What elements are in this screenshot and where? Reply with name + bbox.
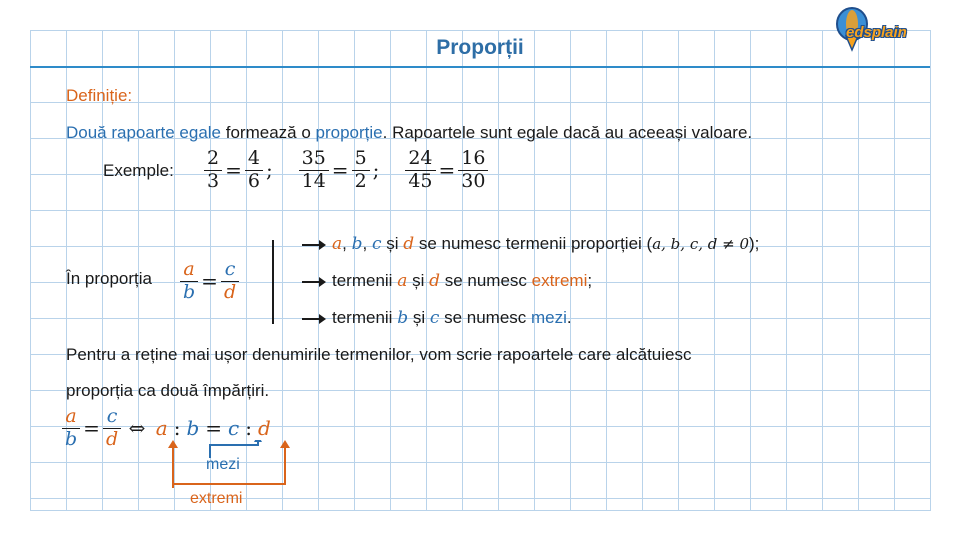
vertical-divider <box>272 240 274 324</box>
arrow-right-icon <box>302 281 324 283</box>
paragraph-line-1: Pentru a reține mai ușor denumirile termenilor, vom scrie rapoartele care alcătuiesc <box>66 345 692 364</box>
iff-symbol: ⇔ <box>128 416 146 441</box>
example-1-right: $\frac{4}{6}$ <box>245 148 263 193</box>
division-formula: $\frac{a}{b}$ = $\frac{c}{d}$ ⇔ a : b = c : d <box>62 406 274 451</box>
proportion-formula: $\frac{a}{b}$ = $\frac{c}{d}$ <box>180 259 239 304</box>
title-underline <box>30 66 930 68</box>
rule-extremes: termenii a și d se numesc extremi; <box>302 271 592 291</box>
mezi-label: mezi <box>206 456 240 473</box>
paragraph-line-2: proporția ca două împărțiri. <box>66 381 270 400</box>
definition-part1: Două rapoarte egale <box>66 123 222 142</box>
arrow-right-icon <box>302 318 324 320</box>
example-3-right: $\frac{16}{30}$ <box>458 148 488 193</box>
proportion-left: $\frac{a}{b}$ <box>180 259 198 304</box>
definition-sentence <box>66 123 752 143</box>
proportion-right: $\frac{c}{d}$ <box>221 259 239 304</box>
example-2-right: $\frac{5}{2}$ <box>352 148 370 193</box>
definition-part4: . Rapoartele sunt egale dacă au aceeași valoare. <box>382 123 753 142</box>
proportion-label: În proporția <box>66 269 152 288</box>
definition-part3: proporție <box>315 123 383 142</box>
definition-part2: formează o <box>221 123 316 142</box>
logo-text: edsplain <box>846 24 907 41</box>
arrow-right-icon <box>302 244 324 246</box>
example-3-left: $\frac{24}{45}$ <box>405 148 435 193</box>
page-title: Proporții <box>436 36 524 59</box>
example-1-left: $\frac{2}{3}$ <box>204 148 222 193</box>
rule-terms: a, b, c și d se numesc termenii proporției (a, b, c, d ≠ 0); <box>302 234 759 254</box>
example-2-left: $\frac{35}{14}$ <box>299 148 329 193</box>
division-right: $\frac{c}{d}$ <box>103 406 121 451</box>
rule-means: termenii b și c se numesc mezi. <box>302 308 572 328</box>
examples-label: Exemple: <box>103 161 174 180</box>
extremi-label: extremi <box>190 490 243 507</box>
division-left: $\frac{a}{b}$ <box>62 406 80 451</box>
definition-label: Definiție: <box>66 86 133 105</box>
examples-row: $\frac{2}{3}$ = $\frac{4}{6}$ ; $\frac{35}{14}$ = $\frac{5}{2}$ ; $\frac{24}{45}$ = $\frac{16}{30}$ <box>204 148 488 193</box>
